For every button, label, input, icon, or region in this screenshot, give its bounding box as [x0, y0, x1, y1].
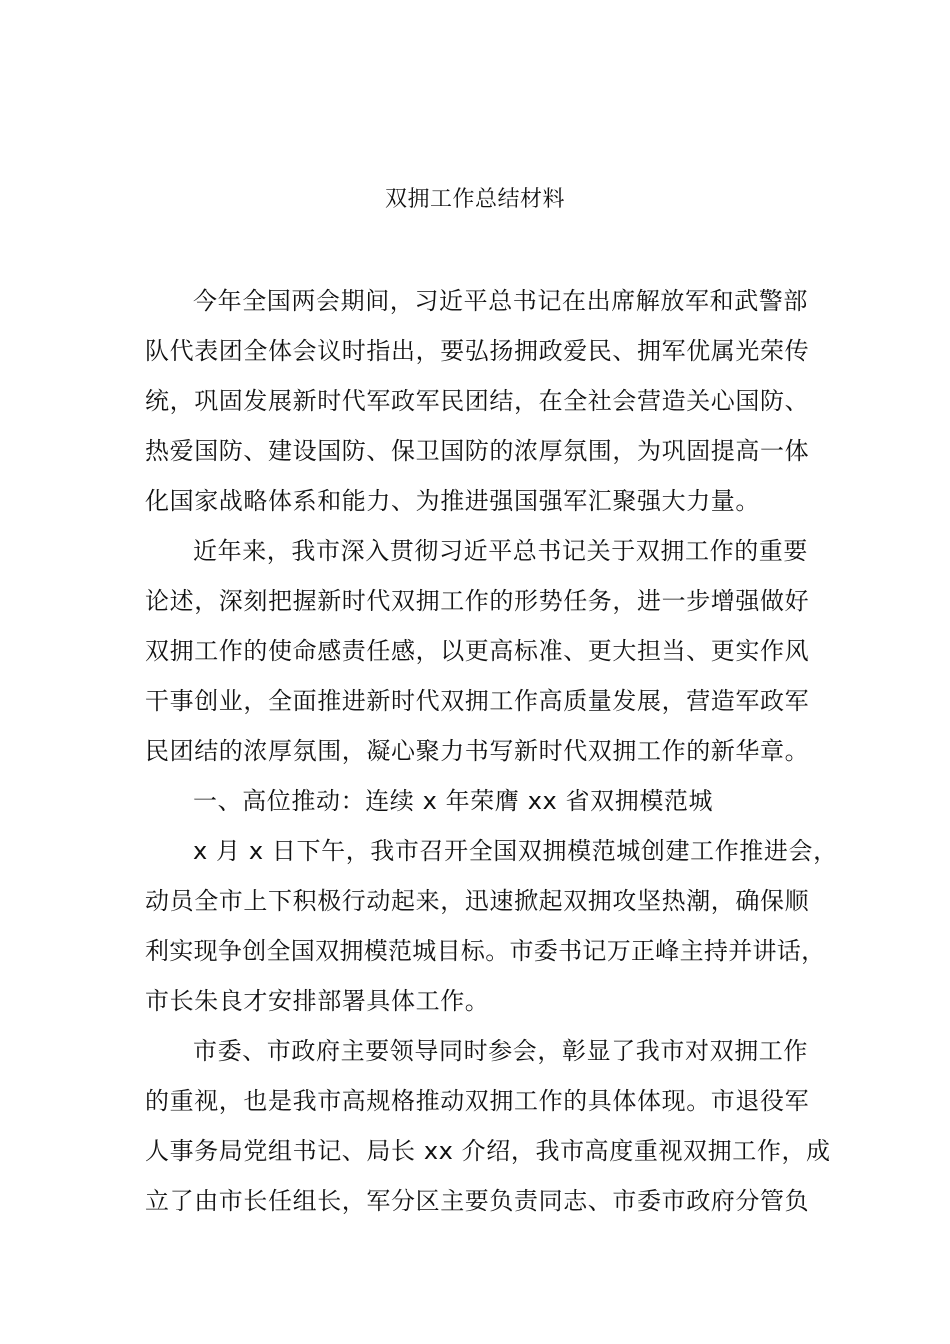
paragraph-3-line-3: 利实现争创全国双拥模范城目标。市委书记万正峰主持并讲话，: [145, 937, 826, 965]
paragraph-1-line-4: 热爱国防、建设国防、保卫国防的浓厚氛围，为巩固提高一体: [145, 437, 810, 465]
paragraph-4-line-1: 市委、市政府主要领导同时参会，彰显了我市对双拥工作: [193, 1037, 808, 1065]
paragraph-1-line-5: 化国家战略体系和能力、为推进强国强军汇聚强大力量。: [145, 487, 760, 515]
paragraph-3-line-2: 动员全市上下积极行动起来，迅速掀起双拥攻坚热潮，确保顺: [145, 887, 810, 915]
paragraph-2-line-5: 民团结的浓厚氛围，凝心聚力书写新时代双拥工作的新华章。: [145, 737, 810, 765]
paragraph-4-line-2: 的重视，也是我市高规格推动双拥工作的具体体现。市退役军: [145, 1087, 810, 1115]
section-heading-1: 一、高位推动：连续 x 年荣膺 xx 省双拥模范城: [193, 787, 714, 815]
paragraph-3-line-1: x 月 x 日下午，我市召开全国双拥模范城创建工作推进会，: [193, 837, 838, 865]
paragraph-2-line-1: 近年来，我市深入贯彻习近平总书记关于双拥工作的重要: [193, 537, 808, 565]
paragraph-4-line-3: 人事务局党组书记、局长 xx 介绍，我市高度重视双拥工作，成: [145, 1137, 831, 1165]
paragraph-1-line-3: 统，巩固发展新时代军政军民团结，在全社会营造关心国防、: [145, 387, 810, 415]
document-body: [145, 276, 838, 1226]
paragraph-1-line-1: 今年全国两会期间，习近平总书记在出席解放军和武警部: [193, 287, 808, 315]
paragraph-2-line-4: 干事创业，全面推进新时代双拥工作高质量发展，营造军政军: [145, 687, 810, 715]
paragraph-2-line-2: 论述，深刻把握新时代双拥工作的形势任务，进一步增强做好: [145, 587, 810, 615]
paragraph-3-line-4: 市长朱良才安排部署具体工作。: [145, 987, 490, 1015]
paragraph-4-line-4: 立了由市长任组长，军分区主要负责同志、市委市政府分管负: [145, 1187, 810, 1215]
document-title: 双拥工作总结材料: [384, 187, 565, 212]
paragraph-2-line-3: 双拥工作的使命感责任感，以更高标准、更大担当、更实作风: [145, 637, 810, 665]
paragraph-1-line-2: 队代表团全体会议时指出，要弘扬拥政爱民、拥军优属光荣传: [145, 337, 810, 365]
